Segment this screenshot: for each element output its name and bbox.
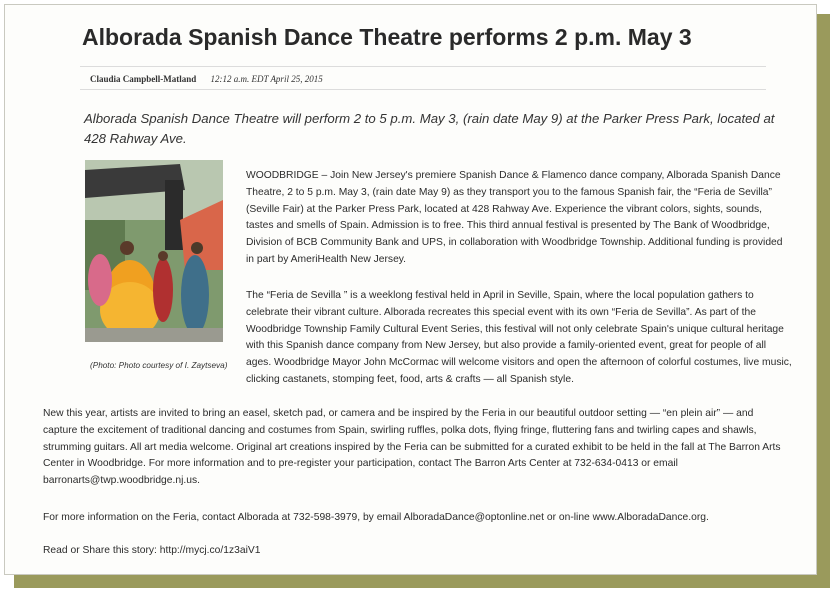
article-lede: Alborada Spanish Dance Theatre will perform 2 to 5 p.m. May 3, (rain date May 9) at the Parker Press Park, located at 428 Rahway Ave. (84, 111, 775, 146)
article-headline: Alborada Spanish Dance Theatre performs 2 p.m. May 3 (82, 24, 692, 50)
paragraph-3: New this year, artists are invited to bring an easel, sketch pad, or camera and be inspired by the Feria in our beautiful outdoor setting — “en plein air” — and capture the excitement of traditional dancing and costumes from Spain, swirling ruffles, polka dots, flying fringe, fluttering fans and twirling capes and shawls, strumming guitars. All art media welcome. Original art creations inspired by the Feria can be submitted for a curated exhibit to be held in the fall at The Barron Arts Center in Woodbridge. For more information and to pre-register your participation, contact The Barron Arts Center at 732-634-0413 or email barronarts@twp.woodbridge.nj.us. (43, 408, 781, 487)
byline-author: Claudia Campbell-Matland (90, 74, 197, 84)
dancers-photo (85, 160, 223, 342)
photo-caption: (Photo: Photo courtesy of I. Zaytseva) (90, 361, 228, 370)
byline-date: 12:12 a.m. EDT April 25, 2015 (210, 74, 323, 84)
paragraph-1: WOODBRIDGE – Join New Jersey's premiere Spanish Dance & Flamenco dance company, Alborada Spanish Dance Theatre, 2 to 5 p.m. May 3, (rain date May 9) as they transport you to the famous Spanish fair, the “Feria de Sevilla” (Seville Fair) at the Parker Press Park, located at 428 Rahway Ave. Experience the vibrant colors, sights, sounds, tastes and smells of Spain. Admission is to free. This third annual festival is presented by The Bank of Woodbridge, Division of BCB Community Bank and UPS, in collaboration with Woodbridge Township. Additional funding is provided in part by AmeriHealth New Jersey. (246, 170, 783, 265)
share-line: Read or Share this story: http://mycj.co/1z3aiV1 (43, 545, 261, 556)
paragraph-2: The “Feria de Sevilla ” is a weeklong festival held in April in Seville, Spain, where the local population gathers to celebrate their vibrant culture. Alborada recreates this special event with its own “Feria de Sevilla”. As part of the Woodbridge Township Family Cultural Event Series, this festival will not only celebrate Spain's unique cultural heritage with this Spanish dance company from New Jersey, but also provide a family-oriented event, great for people of all ages. Woodbridge Mayor John McCormac will welcome visitors and open the afternoon of colorful costumes, live music, clicking castanets, stomping feet, food, arts & crafts — all Spanish style. (246, 290, 792, 385)
paragraph-4: For more information on the Feria, contact Alborada at 732-598-3979, by email AlboradaDance@optonline.net or on-line www.AlboradaDance.org. (43, 512, 709, 523)
byline-bar (80, 66, 766, 90)
